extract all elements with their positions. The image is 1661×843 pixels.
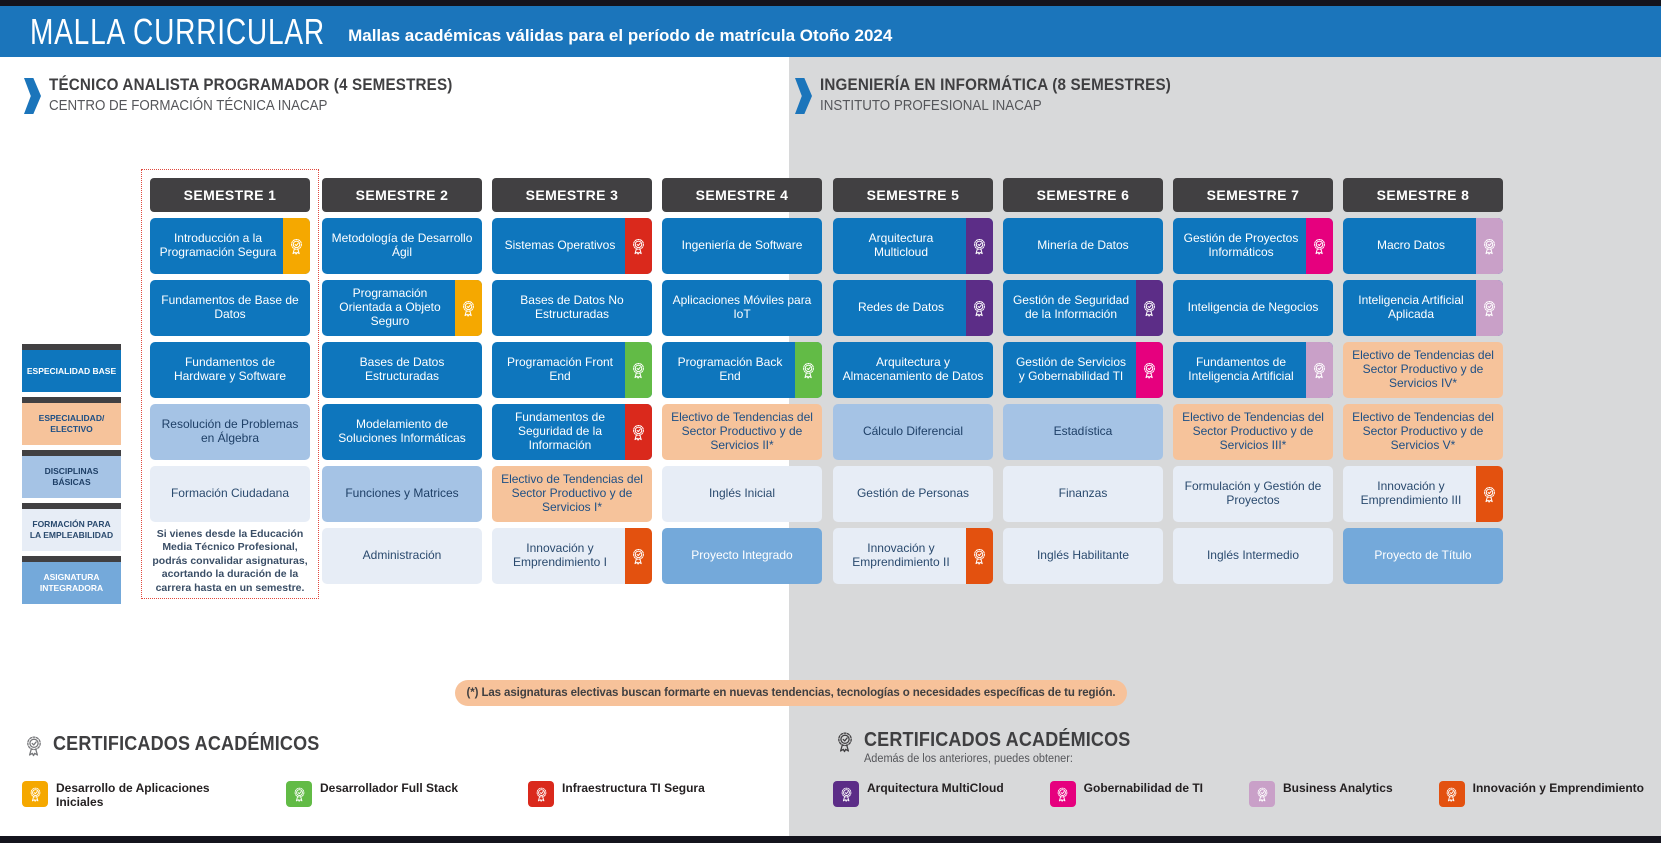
certificate-ribbon-icon — [970, 547, 989, 566]
course-card — [1173, 342, 1333, 398]
course-name: Modelamiento de Soluciones Informáticas — [338, 417, 466, 445]
course-card — [322, 280, 482, 336]
course-name: Inglés Inicial — [708, 486, 776, 501]
course-name: Inglés Intermedio — [1206, 548, 1300, 563]
legend-label: ESPECIALIDAD BASE — [22, 350, 121, 392]
certificate-badge-orangered — [1439, 781, 1465, 807]
certificate-badge-orangered — [625, 528, 652, 584]
course-name: Redes de Datos — [857, 300, 945, 315]
certificate-ribbon-icon — [833, 730, 857, 754]
course-name: Gestión de Servicios y Gobernabilidad TI — [1015, 355, 1127, 383]
semester-column-6 — [1003, 178, 1163, 590]
legend-item-base — [22, 344, 121, 392]
course-card — [662, 342, 822, 398]
course-name: Inteligencia Artificial Aplicada — [1358, 293, 1464, 321]
arrow-right-icon — [24, 78, 41, 114]
course-name: Aplicaciones Móviles para IoT — [672, 293, 812, 321]
course-card — [1003, 528, 1163, 584]
certificate-label: Innovación y Emprendimiento — [1472, 781, 1644, 795]
course-name: Bases de Datos Estructuradas — [359, 355, 445, 383]
course-name: Arquitectura y Almacenamiento de Datos — [842, 355, 984, 383]
certificate-label: Desarrollo de Aplicaciones Iniciales — [56, 781, 210, 809]
course-card — [150, 280, 310, 336]
course-card — [1003, 342, 1163, 398]
certificate-ribbon-icon — [291, 786, 308, 803]
course-card — [1003, 218, 1163, 274]
course-card — [322, 404, 482, 460]
certificate-ribbon-icon — [1310, 237, 1329, 256]
program-name: INGENIERÍA EN INFORMÁTICA (8 SEMESTRES) — [820, 76, 1171, 94]
course-card — [492, 466, 652, 522]
course-name: Arquitectura Multicloud — [868, 231, 934, 259]
course-name: Resolución de Problemas en Álgebra — [161, 417, 299, 445]
certificate-ribbon-icon — [1310, 361, 1329, 380]
certificate-badge-purple — [833, 781, 859, 807]
course-card — [662, 404, 822, 460]
legend-item-empleabilidad — [22, 503, 121, 551]
certificate-ribbon-icon — [629, 547, 648, 566]
semester-header: SEMESTRE 4 — [662, 178, 822, 212]
course-name: Sistemas Operativos — [504, 238, 616, 253]
certificate-badge-red — [625, 404, 652, 460]
course-card — [1003, 404, 1163, 460]
certificate-ribbon-icon — [22, 734, 46, 763]
course-name: Gestión de Proyectos Informáticos — [1183, 231, 1299, 259]
certificate-badge-orange — [455, 280, 482, 336]
course-card — [1003, 280, 1163, 336]
legend-label: FORMACIÓN PARA LA EMPLEABILIDAD — [22, 509, 121, 551]
course-name: Innovación y Emprendimiento III — [1360, 479, 1462, 507]
certificate-ribbon-icon — [1480, 237, 1499, 256]
certificate-badge-purple — [966, 280, 993, 336]
semester-column-7 — [1173, 178, 1333, 590]
certificate-ribbon-icon — [970, 299, 989, 318]
certificate-label: Business Analytics — [1283, 781, 1393, 795]
certificate-label: Gobernabilidad de TI — [1083, 781, 1204, 795]
legend-label: ASIGNATURA INTEGRADORA — [22, 562, 121, 604]
certificates-section-ingenieria — [833, 729, 1644, 807]
course-card — [150, 342, 310, 398]
course-card — [1173, 218, 1333, 274]
course-name: Gestión de Personas — [856, 486, 970, 501]
course-card — [492, 342, 652, 398]
course-name: Inglés Habilitante — [1036, 548, 1130, 563]
certificate-badge-magenta — [1136, 342, 1163, 398]
course-name: Fundamentos de Hardware y Software — [173, 355, 287, 383]
semester-column-3 — [492, 178, 652, 590]
course-name: Innovación y Emprendimiento I — [512, 541, 608, 569]
course-card — [833, 280, 993, 336]
certificate-ribbon-icon — [970, 237, 989, 256]
certificate-ribbon-icon — [27, 786, 44, 803]
semester-note: Si vienes desde la Educación Media Técnico Profesional, podrás convalidar asignaturas, acortando la duración de la carrera hasta en un semestre. — [152, 528, 308, 594]
certificate-label: Desarrollador Full Stack — [320, 781, 459, 795]
certificate-badge-mauve — [1476, 218, 1503, 274]
course-name: Gestión de Seguridad de la Información — [1012, 293, 1130, 321]
course-name: Fundamentos de Seguridad de la Información — [514, 410, 606, 452]
course-name: Fundamentos de Base de Datos — [161, 293, 299, 321]
certificates-list — [833, 781, 1644, 807]
certificate-badge-mauve — [1306, 342, 1333, 398]
course-name: Metodología de Desarrollo Ágil — [331, 231, 473, 259]
course-card — [833, 466, 993, 522]
course-name: Electivo de Tendencias del Sector Productivo y de Servicios III* — [1182, 410, 1324, 452]
certificate-item — [1050, 781, 1203, 807]
certificate-ribbon-icon — [22, 734, 46, 758]
semester-header: SEMESTRE 7 — [1173, 178, 1333, 212]
course-name: Formación Ciudadana — [170, 486, 290, 501]
legend-item-disciplinas — [22, 450, 121, 498]
legend-label: DISCIPLINAS BÁSICAS — [22, 456, 121, 498]
program-institution: INSTITUTO PROFESIONAL INACAP — [820, 98, 1042, 114]
certificate-item — [1439, 781, 1644, 807]
course-card — [1343, 528, 1503, 584]
course-card — [1343, 280, 1503, 336]
certificate-ribbon-icon — [833, 730, 857, 759]
course-card — [833, 528, 993, 584]
certificate-badge-orangered — [966, 528, 993, 584]
certificate-badge-magenta — [1050, 781, 1076, 807]
certificate-ribbon-icon — [1140, 361, 1159, 380]
semester-header: SEMESTRE 2 — [322, 178, 482, 212]
semester-column-4 — [662, 178, 822, 590]
semester-column-5 — [833, 178, 993, 590]
course-card — [662, 218, 822, 274]
course-name: Administración — [362, 548, 442, 563]
certificate-label: Arquitectura MultiCloud — [867, 781, 1004, 795]
course-card — [1343, 218, 1503, 274]
course-type-legend — [22, 344, 121, 609]
certificates-title: CERTIFICADOS ACADÉMICOS — [53, 733, 320, 755]
certificate-ribbon-icon — [838, 786, 855, 803]
certificate-ribbon-icon — [629, 361, 648, 380]
certificate-ribbon-icon — [1443, 786, 1460, 803]
course-card — [833, 342, 993, 398]
course-card — [1173, 528, 1333, 584]
course-name: Introducción a la Programación Segura — [159, 231, 277, 259]
certificate-ribbon-icon — [1480, 485, 1499, 504]
certificate-badge-purple — [1136, 280, 1163, 336]
semester-column-2 — [322, 178, 482, 590]
legend-item-integradora — [22, 556, 121, 604]
course-name: Programación Orientada a Objeto Seguro — [339, 286, 441, 328]
course-card — [322, 466, 482, 522]
certificates-section-tecnico — [22, 733, 705, 810]
program-header-tecnico — [24, 76, 488, 114]
page-title: MALLA CURRICULAR — [30, 10, 325, 52]
course-card — [1343, 404, 1503, 460]
certificate-ribbon-icon — [287, 237, 306, 256]
certificate-ribbon-icon — [533, 786, 550, 803]
legend-label: ESPECIALIDAD/ ELECTIVO — [22, 403, 121, 445]
program-header-ingenieria — [795, 76, 1202, 114]
course-card — [322, 342, 482, 398]
course-card — [1343, 466, 1503, 522]
course-name: Programación Front End — [506, 355, 614, 383]
course-name: Electivo de Tendencias del Sector Productivo y de Servicios II* — [671, 410, 813, 452]
course-card — [492, 528, 652, 584]
certificate-ribbon-icon — [1140, 299, 1159, 318]
arrow-right-icon — [795, 78, 812, 114]
certificate-item — [528, 781, 705, 810]
certificates-title: CERTIFICADOS ACADÉMICOS — [864, 729, 1131, 751]
certificates-heading — [833, 729, 1633, 765]
certificate-ribbon-icon — [459, 299, 478, 318]
legend-item-electivo — [22, 397, 121, 445]
page-subtitle: Mallas académicas válidas para el período de matrícula Otoño 2024 — [348, 25, 893, 45]
course-name: Funciones y Matrices — [345, 486, 459, 501]
certificate-item — [1249, 781, 1393, 807]
certificate-badge-mauve — [1249, 781, 1275, 807]
certificate-ribbon-icon — [1054, 786, 1071, 803]
course-name: Formulación y Gestión de Proyectos — [1184, 479, 1322, 507]
course-name: Estadística — [1053, 424, 1113, 439]
certificate-item — [833, 781, 1004, 807]
course-card — [1173, 466, 1333, 522]
program-institution: CENTRO DE FORMACIÓN TÉCNICA INACAP — [49, 98, 328, 114]
semester-header: SEMESTRE 5 — [833, 178, 993, 212]
course-card — [322, 528, 482, 584]
course-card — [1343, 342, 1503, 398]
course-name: Inteligencia de Negocios — [1187, 300, 1319, 315]
course-card — [662, 466, 822, 522]
certificate-badge-orangered — [1476, 466, 1503, 522]
certificate-badge-magenta — [1306, 218, 1333, 274]
course-name: Cálculo Diferencial — [862, 424, 964, 439]
course-card — [1173, 404, 1333, 460]
certificate-label: Infraestructura TI Segura — [562, 781, 705, 795]
certificates-heading — [22, 733, 705, 763]
course-card — [662, 528, 822, 584]
course-card — [150, 218, 310, 274]
certificate-ribbon-icon — [629, 237, 648, 256]
semester-header: SEMESTRE 8 — [1343, 178, 1503, 212]
certificate-ribbon-icon — [1480, 299, 1499, 318]
certificate-badge-green — [625, 342, 652, 398]
certificate-item — [286, 781, 458, 810]
course-card — [322, 218, 482, 274]
course-card — [833, 218, 993, 274]
certificate-badge-orange — [22, 781, 48, 807]
course-name: Electivo de Tendencias del Sector Productivo y de Servicios IV* — [1352, 348, 1494, 390]
certificates-list — [22, 781, 705, 810]
certificate-item — [22, 781, 216, 810]
certificate-badge-green — [795, 342, 822, 398]
course-name: Minería de Datos — [1037, 238, 1129, 253]
course-name: Innovación y Emprendimiento II — [852, 541, 950, 569]
certificate-badge-orange — [283, 218, 310, 274]
certificate-badge-red — [528, 781, 554, 807]
course-name: Programación Back End — [677, 355, 783, 383]
certificates-subtitle: Además de los anteriores, puedes obtener: — [864, 753, 1073, 765]
course-card — [150, 466, 310, 522]
semester-header: SEMESTRE 6 — [1003, 178, 1163, 212]
course-card — [492, 280, 652, 336]
certificate-badge-mauve — [1476, 280, 1503, 336]
certificate-badge-red — [625, 218, 652, 274]
certificate-ribbon-icon — [1254, 786, 1271, 803]
course-name: Electivo de Tendencias del Sector Productivo y de Servicios I* — [501, 472, 643, 514]
certificate-ribbon-icon — [629, 423, 648, 442]
certificate-badge-green — [286, 781, 312, 807]
course-card — [150, 404, 310, 460]
course-card — [1003, 466, 1163, 522]
course-name: Fundamentos de Inteligencia Artificial — [1188, 355, 1294, 383]
course-card — [492, 218, 652, 274]
course-card — [492, 404, 652, 460]
course-name: Finanzas — [1058, 486, 1108, 501]
course-name: Electivo de Tendencias del Sector Productivo y de Servicios V* — [1352, 410, 1494, 452]
semester-column-1 — [150, 178, 310, 595]
header-banner — [0, 6, 1661, 57]
electives-footnote: (*) Las asignaturas electivas buscan formarte en nuevas tendencias, tecnologías o necesidades específicas de tu región. — [455, 680, 1127, 706]
course-card — [833, 404, 993, 460]
course-name: Macro Datos — [1376, 238, 1446, 253]
course-name: Bases de Datos No Estructuradas — [520, 293, 624, 321]
certificate-badge-purple — [966, 218, 993, 274]
certificate-ribbon-icon — [799, 361, 818, 380]
course-name: Proyecto Integrado — [691, 548, 793, 563]
bottom-border-strip — [0, 836, 1661, 843]
semester-header: SEMESTRE 3 — [492, 178, 652, 212]
course-name: Ingeniería de Software — [681, 238, 803, 253]
semester-column-8 — [1343, 178, 1503, 590]
course-card — [1173, 280, 1333, 336]
program-name: TÉCNICO ANALISTA PROGRAMADOR (4 SEMESTRES) — [49, 76, 453, 94]
course-card — [662, 280, 822, 336]
semester-header: SEMESTRE 1 — [150, 178, 310, 212]
course-name: Proyecto de Título — [1374, 548, 1472, 563]
